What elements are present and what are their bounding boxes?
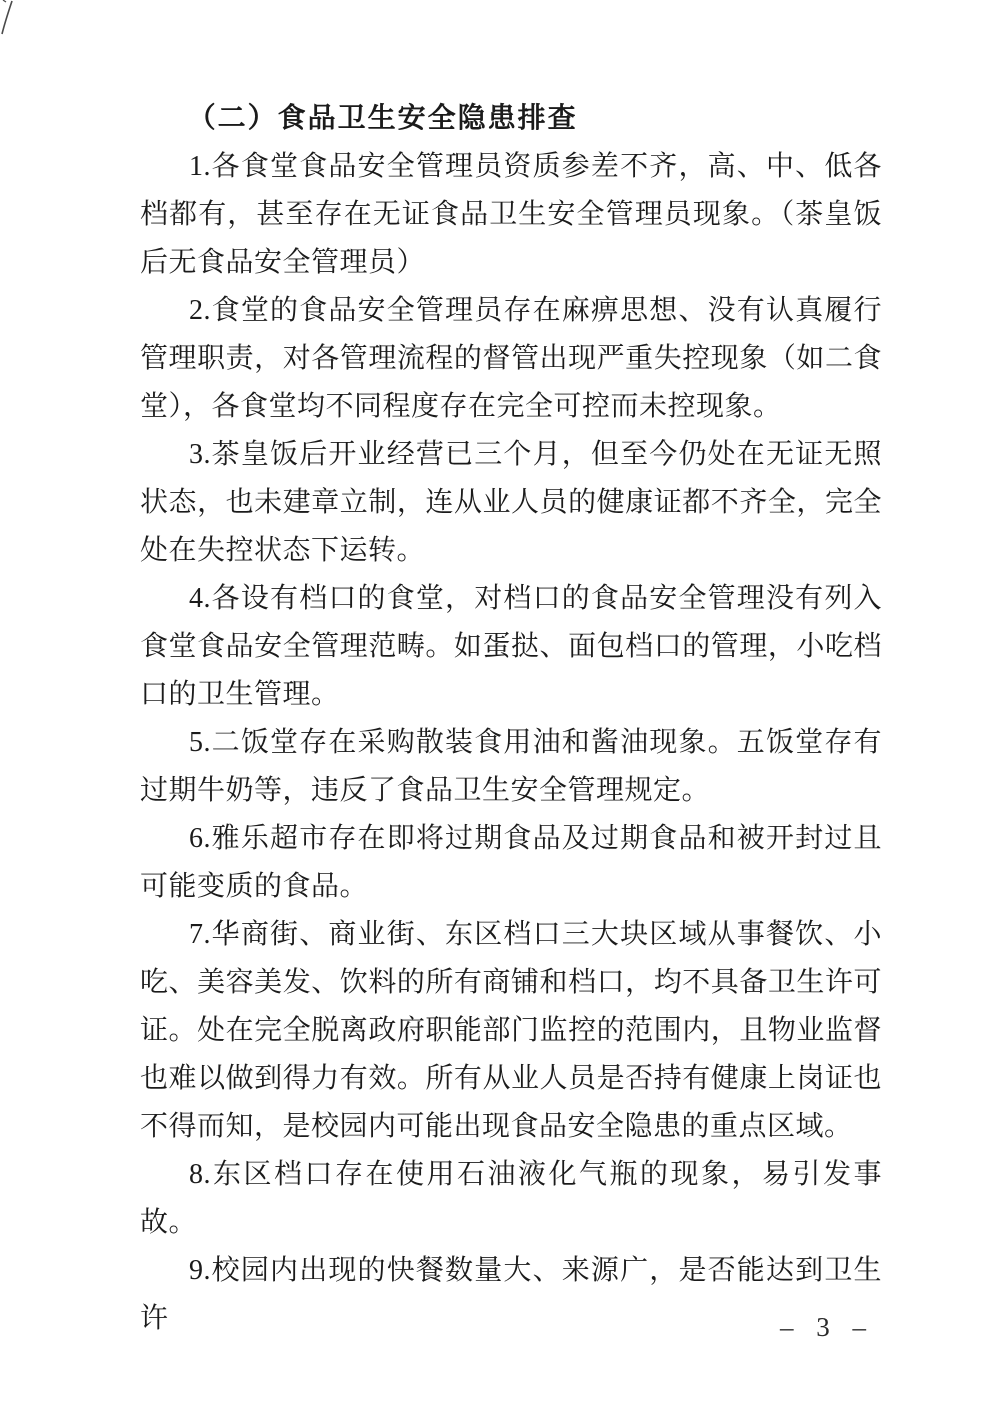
body-paragraph: 5.二饭堂存在采购散装食用油和酱油现象。五饭堂存有过期牛奶等，违反了食品卫生安全管理规定。 [140,727,882,806]
scan-artifact-mark [0,0,28,46]
page-number: – 3 – [780,1312,874,1342]
body-paragraph: 2.食堂的食品安全管理员存在麻痹思想、没有认真履行管理职责，对各管理流程的督管出现严重失控现象（如二食堂），各食堂均不同程度存在完全可控而未控现象。 [140,295,882,422]
body-paragraph: 3.茶皇饭后开业经营已三个月，但至今仍处在无证无照状态，也未建章立制，连从业人员的健康证都不齐全，完全处在失控状态下运转。 [140,439,882,566]
body-paragraph: 4.各设有档口的食堂，对档口的食品安全管理没有列入食堂食品安全管理范畴。如蛋挞、面包档口的管理，小吃档口的卫生管理。 [140,583,882,710]
body-paragraph: 6.雅乐超市存在即将过期食品及过期食品和被开封过且可能变质的食品。 [140,823,882,902]
body-paragraph: 8.东区档口存在使用石油液化气瓶的现象，易引发事故。 [140,1159,882,1238]
body-paragraph: 9.校园内出现的快餐数量大、来源广，是否能达到卫生许 [140,1255,882,1334]
text-block [140,95,882,1343]
body-paragraph: 7.华商街、商业街、东区档口三大块区域从事餐饮、小吃、美容美发、饮料的所有商铺和档口，均不具备卫生许可证。处在完全脱离政府职能部门监控的范围内，且物业监督也难以做到得力有效。所有从业人员是否持有健康上岗证也不得而知，是校园内可能出现食品安全隐患的重点区域。 [140,919,882,1142]
section-heading: （二）食品卫生安全隐患排查 [187,103,578,134]
body-paragraph: 1.各食堂食品安全管理员资质参差不齐，高、中、低各档都有，甚至存在无证食品卫生安全管理员现象。（茶皇饭后无食品安全管理员） [140,151,882,278]
